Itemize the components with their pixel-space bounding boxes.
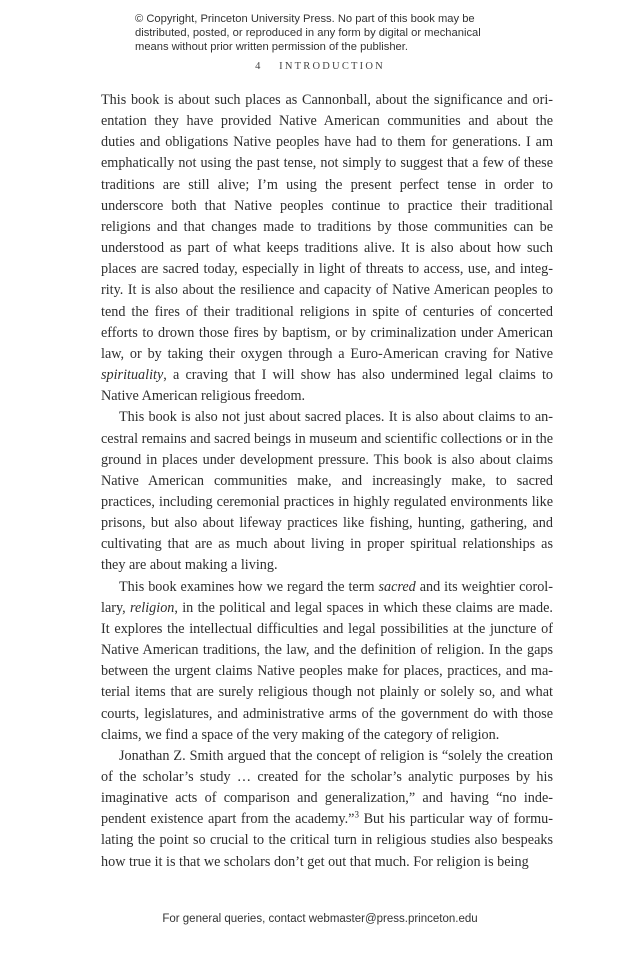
paragraph [101,746,553,873]
running-head [0,61,640,72]
text-run: This book is about such places as Cannonball, about the significance and orientation they have provided Native American communities and about the duties and obligations Native peoples have had to them for generations. I am emphatically not using the past tense, not simply to suggest that a few of these traditions are still alive; I’m using the present perfect tense in order to underscore both that Native peoples continue to practice their traditional religions and that changes made to traditions by those communities can be understood as part of what keeps traditions alive. It is also about how such places are sacred today, especially in light of threats to access, use, and integrity. It is also about the resilience and capacity of Native American peoples to tend the fires of their traditional religions in spite of centuries of concerted efforts to drown those fires by baptism, or by criminalization under American law, or by taking their oxygen through a Euro-American craving for Native [101,92,553,362]
italic-term: religion [129,599,175,616]
running-title: INTRODUCTION [279,61,385,72]
text-run: But his particular way of formulating the point so crucial to the critical turn in religious studies also bespeaks how true it is that we scholars don’t get out that much. For religion is being [101,811,553,870]
paragraph [101,90,553,407]
italic-term: spirituality [101,367,164,384]
text-run: Jonathan Z. Smith argued that the concept of religion is “solely the creation of the scholar’s study … created for the scholar’s analytic purposes by his imaginative acts of comparison and generalization,” and having “no independent existence apart from the academy.” [101,747,553,828]
text-run: , a craving that I will show has also undermined legal claims to Native American religious freedom. [101,367,553,405]
copyright-line: © Copyright, Princeton University Press. No part of this book may be [135,13,475,25]
paragraph [101,577,553,746]
page-number: 4 [255,61,261,72]
text-run: and its weightier corollary, [101,578,553,616]
copyright-line: distributed, posted, or reproduced in any form by digital or mechanical [135,27,481,39]
body-text [101,90,553,873]
footnote-marker[interactable]: 3 [354,809,359,820]
paragraph: This book is also not just about sacred places. It is also about claims to ancestral remains and sacred beings in museum and scientific collections or in the ground in places under development pressure. This book is also about claims Native American communities make, and increasingly make, to sacred practices, including ceremonial practices in highly regulated environments like prisons, but also about lifeway practices like fishing, hunting, gathering, and cultivating that are as much about living in proper spiritual relationships as they are about making a living. [101,409,553,574]
footer-contact: For general queries, contact webmaster@press.princeton.edu [162,913,478,925]
italic-term: sacred [378,578,416,595]
text-run: This book examines how we regard the term [119,578,379,595]
copyright-notice [135,12,535,54]
copyright-line: means without prior written permission of the publisher. [135,41,408,53]
text-run: , in the political and legal spaces in which these claims are made. It explores the intellectual difficulties and legal possibilities at the juncture of Native American traditions, the law, and the definition of religion. In the gaps between the urgent claims Native peoples make for places, practices, and material items that are surely religious though not plainly or solely so, and what courts, legislatures, and administrative arms of the government do with those claims, we find a space of the very making of the category of religion. [101,599,553,743]
